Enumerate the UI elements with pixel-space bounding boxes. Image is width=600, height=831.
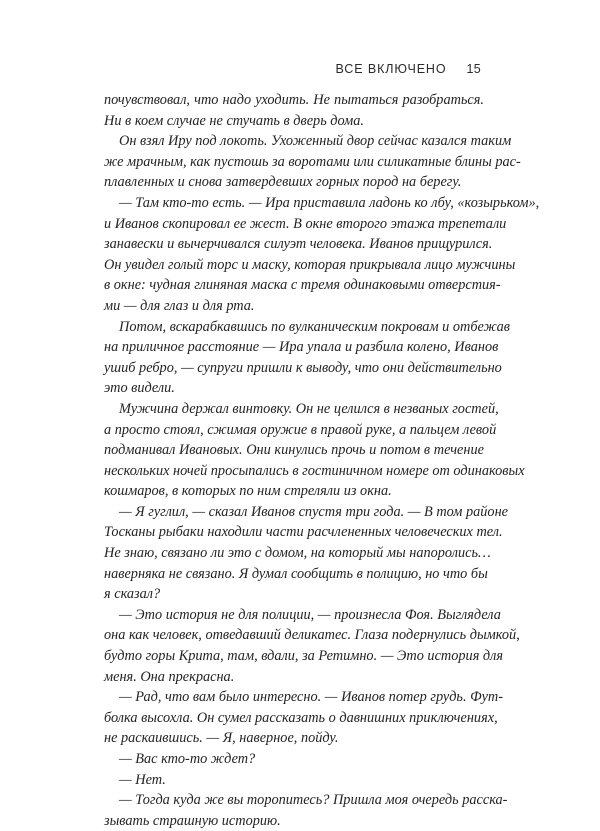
text-line: почувствовал, что надо уходить. Не пытаться разобраться. <box>104 92 484 108</box>
text-line: — Нет. <box>119 771 166 788</box>
running-title: ВСЕ ВКЛЮЧЕНО <box>335 62 447 76</box>
text-line: занавески и вычерчивался силуэт человека. Иванов прищурился. <box>104 236 493 253</box>
text-line: ушиб ребро, — супруги пришли к выводу, что они действительно <box>104 359 502 376</box>
body-text <box>104 90 540 831</box>
text-line: плавленных и снова затвердевших горных пород на берегу. <box>104 174 462 191</box>
text-line: на приличное расстояние — Ира упала и разбила колено, Иванов <box>104 339 499 356</box>
text-line: Он увидел голый торс и маску, которая прикрывала лицо мужчины <box>104 256 516 273</box>
text-line: и Иванов скопировал ее жест. В окне второго этажа трепетали <box>104 215 507 232</box>
text-line: Не знаю, связано ли это с домом, на который мы напоролись… <box>104 545 491 562</box>
text-line: ми — для глаз и для рта. <box>104 297 255 314</box>
text-line: не раскаившись. — Я, наверное, пойду. <box>104 730 339 747</box>
text-line: — Там кто-то есть. — Ира приставила ладонь ко лбу, «козырьком», <box>119 194 540 211</box>
text-line: Тосканы рыбаки находили части расчлененных человеческих тел. <box>104 524 503 541</box>
running-header <box>335 62 481 76</box>
text-line: а просто стоял, сжимая оружие в правой руке, а пальцем левой <box>104 421 497 438</box>
text-line: меня. Она прекрасна. <box>104 668 235 685</box>
text-line: — Это история не для полиции, — произнесла Фоя. Выглядела <box>119 606 501 623</box>
text-line: будто горы Крита, там, вдали, за Ретимно. — Это история для <box>104 648 504 665</box>
text-line: зывать страшную историю. <box>104 812 281 829</box>
text-line: Потом, вскарабкавшись по вулканическим покровам и отбежав <box>119 318 510 335</box>
text-line: кошмаров, в которых по ним стреляли из окна. <box>104 483 392 500</box>
text-line: наверняка не связано. Я думал сообщить в полицию, но что бы <box>104 565 488 582</box>
text-line: же мрачным, как пустошь за воротами или силикатные блины рас- <box>104 153 521 170</box>
text-line: Он взял Иру под локоть. Ухоженный двор сейчас казался таким <box>119 133 512 150</box>
text-line: нескольких ночей просыпались в гостиничном номере от одинаковых <box>104 462 525 479</box>
text-line: в окне: чудная глиняная маска с тремя одинаковыми отверстия- <box>104 277 501 294</box>
text-line: — Рад, что вам было интересно. — Иванов потер грудь. Фут- <box>119 689 504 706</box>
text-line: болка высохла. Он сумел рассказать о давнишних приключениях, <box>104 709 498 726</box>
text-line: я сказал? <box>104 586 161 603</box>
page-number: 15 <box>466 62 481 76</box>
text-line: Ни в коем случае не стучать в дверь дома. <box>104 112 364 129</box>
text-line: это видели. <box>104 380 175 397</box>
text-line: — Тогда куда же вы торопитесь? Пришла моя очередь расска- <box>119 792 508 809</box>
text-line: Мужчина держал винтовку. Он не целился в незваных гостей, <box>119 400 499 417</box>
text-line: она как человек, отведавший деликатес. Глаза подернулись дымкой, <box>104 627 520 644</box>
text-line: подманивал Ивановых. Они кинулись прочь и потом в течение <box>104 442 484 459</box>
text-line: — Я гуглил, — сказал Иванов спустя три года. — В том районе <box>119 503 509 520</box>
text-line: — Вас кто-то ждет? <box>119 751 256 767</box>
